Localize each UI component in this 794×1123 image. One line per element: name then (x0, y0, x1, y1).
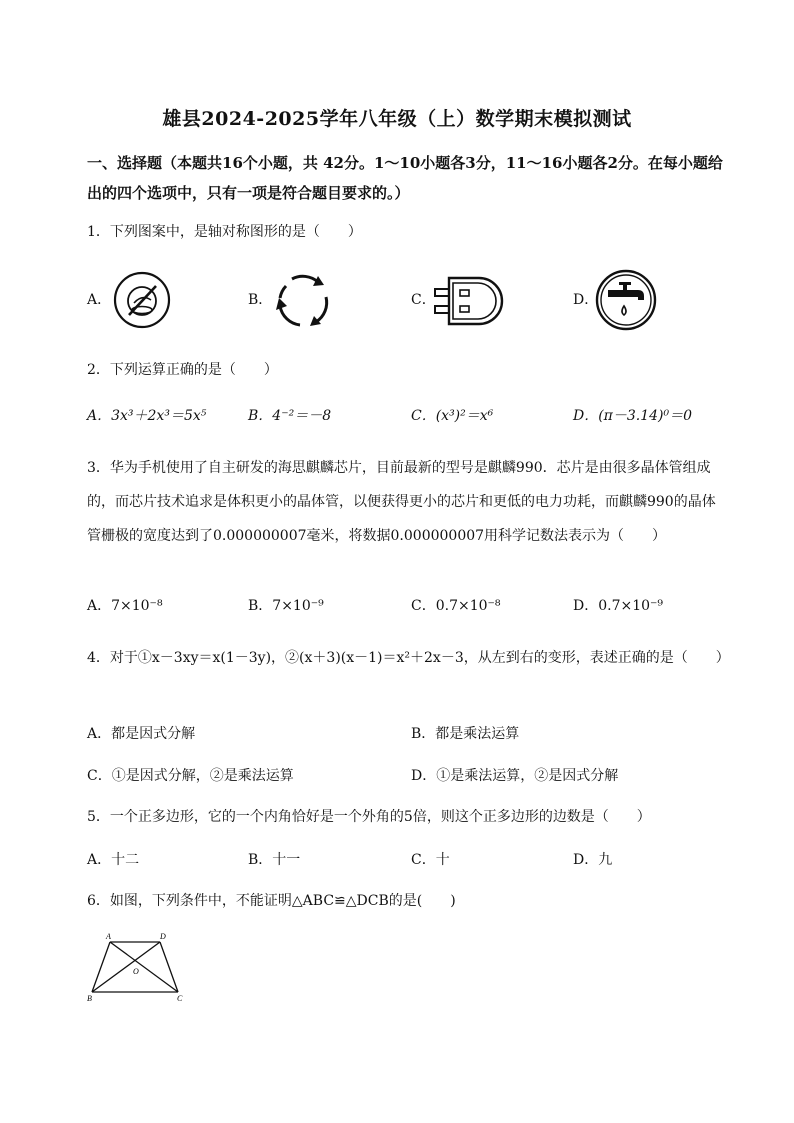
q4-option-d: D．①是乘法运算，②是因式分解 (411, 768, 619, 784)
water-tap-icon (594, 268, 658, 332)
q1-option-a: A． (87, 292, 112, 308)
q4-option-a: A．都是因式分解 (87, 726, 196, 742)
label-a: A (106, 932, 111, 941)
triangle-figure (82, 930, 192, 1006)
q1-option-d: D． (573, 292, 599, 308)
question-1-stem: 1．下列图案中，是轴对称图形的是（ ） (87, 224, 362, 240)
plug-icon (433, 272, 509, 330)
q2-option-a: A．3x³＋2x³＝5x⁵ (87, 408, 207, 424)
no-plate-icon (112, 270, 172, 330)
q5-option-b: B．十一 (248, 852, 301, 868)
q1-option-c: C． (411, 292, 436, 308)
page-title: 雄县2024-2025学年八年级（上）数学期末模拟测试 (162, 108, 632, 130)
q4-option-c: C．①是因式分解，②是乘法运算 (87, 768, 294, 784)
q3-option-b: B．7×10⁻⁹ (248, 598, 324, 614)
q5-option-d: D．九 (573, 852, 613, 868)
q2-option-b: B．4⁻²＝－8 (248, 408, 332, 424)
question-3-stem: 3．华为手机使用了自主研发的海思麒麟芯片，目前最新的型号是麒麟990．芯片是由很多晶体管组成的，而芯片技术追求是体积更小的晶体管，以便获得更小的芯片和更低的电力功耗，而麒麟990的晶体管栅极的宽度达到了0.000000007毫米，将数据0.000000007用科学记数法表示为（ ） (87, 460, 716, 544)
q2-option-c: C．(x³)²＝x⁶ (411, 408, 494, 424)
label-c: C (177, 994, 183, 1003)
question-5-stem: 5．一个正多边形，它的一个内角恰好是一个外角的5倍，则这个正多边形的边数是（ ） (87, 809, 651, 825)
q4-option-b: B．都是乘法运算 (411, 726, 520, 742)
question-2-stem: 2．下列运算正确的是（ ） (87, 362, 278, 378)
q3-option-d: D．0.7×10⁻⁹ (573, 598, 664, 614)
label-b: B (87, 994, 92, 1003)
label-o: O (133, 967, 139, 976)
question-4-stem: 4．对于①x－3xy＝x(1－3y)，②(x＋3)(x－1)＝x²＋2x－3，从左到右的变形，表述正确的是（ ） (87, 650, 730, 666)
recycle-arrows-icon (272, 270, 334, 332)
q2-option-d: D．(π－3.14)⁰＝0 (573, 408, 693, 424)
q1-option-b: B． (248, 292, 273, 308)
section-heading: 一、选择题（本题共16个小题，共 42分。1～10小题各3分，11～16小题各2分。在每小题给出的四个选项中，只有一项是符合题目要求的。） (87, 154, 723, 202)
q3-option-c: C．0.7×10⁻⁸ (411, 598, 501, 614)
q5-option-a: A．十二 (87, 852, 140, 868)
label-d: D (160, 932, 166, 941)
question-6-stem: 6．如图，下列条件中，不能证明△ABC≌△DCB的是( ) (87, 893, 456, 909)
q3-option-a: A．7×10⁻⁸ (87, 598, 163, 614)
q5-option-c: C．十 (411, 852, 450, 868)
